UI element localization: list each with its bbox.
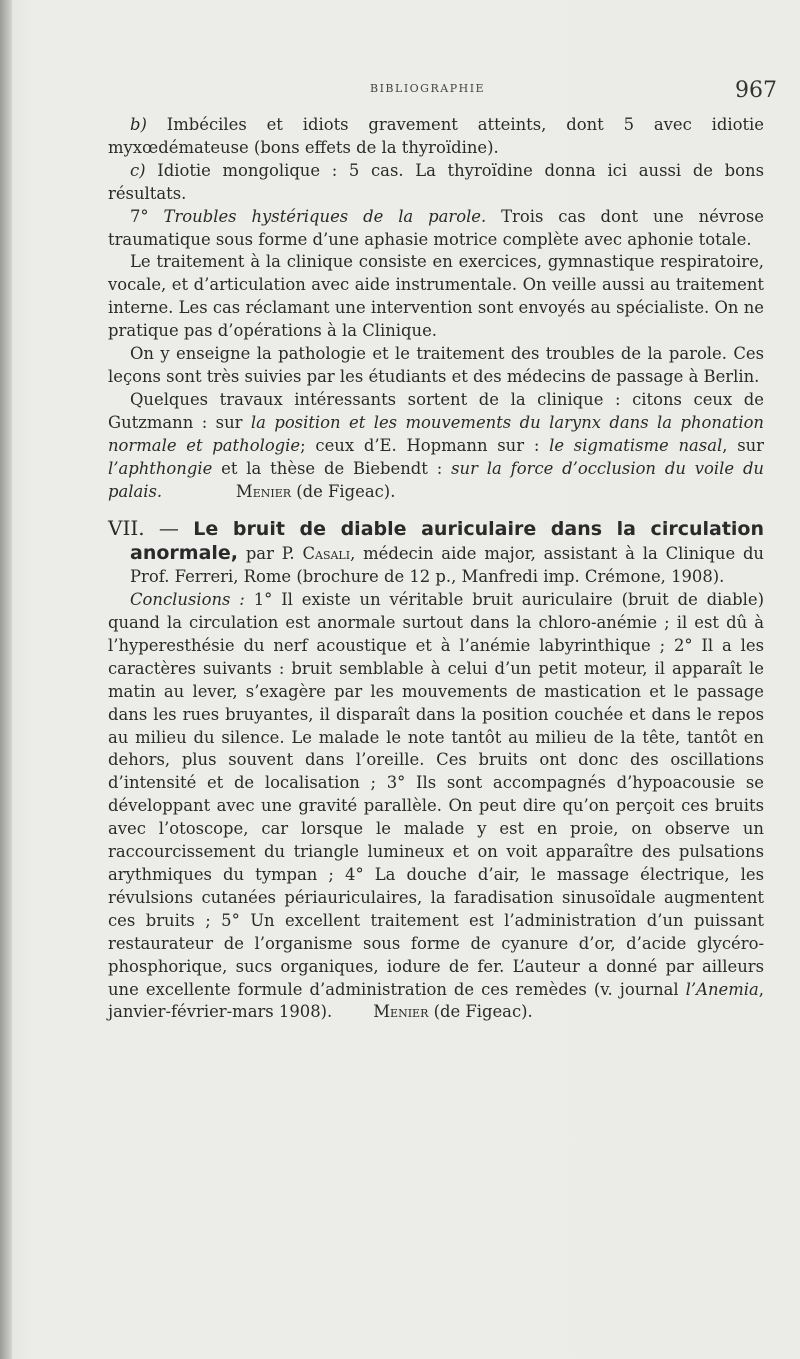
body-text: [108, 114, 764, 1024]
paragraph-conclusions: [108, 589, 764, 1024]
conclusions-text: 1° Il existe un véritable bruit auriculaire (bruit de diable) quand la circulation est anormale surtout dans la chloro-anémie ; il est dû à l’hyperesthésie du nerf acoustique et à l’anémie labyrinthique ; 2° Il a les caractères suivants : bruit semblable à celui d’un petit moteur, il apparaît le matin au lever, s’exagère par les mouvements de mastication et le passage dans les rues bruyantes, il disparaît dans la position couchée et dans le repos au milieu du silence. Le malade le note tantôt au milieu de la tête, tantôt en dehors, plus souvent dans l’oreille. Ces bruits ont donc des oscillations d’intensité et de localisation ; 3° Ils sont accompagnés d’hypoacousie se développant avec une gravité parallèle. On peut dire qu’on perçoit ces bruits avec l’otoscope, car lorsque le malade y est en proie, on observe un raccourcissement du triangle lumineux et on voit apparaître des pulsations arythmiques du tympan ; 4° La douche d’air, le massage électrique, les révulsions cutanées périauriculaires, la faradisation sinusoïdale augmentent ces bruits ; 5° Un excellent traitement est l’administration d’un puissant restaurateur de l’organisme sous forme de cyanure d’or, d’acide glycéro-phosphorique, sucs organiques, iodure de fer. L’auteur a donné par ailleurs une excellente formule d’administration de ces remèdes (v. journal: [108, 590, 764, 999]
paragraph-traitement: Le traitement à la clinique consiste en exercices, gymnastique respiratoire, vocale, et d’articulation avec aide instrumentale. On veille aussi au traitement interne. Les cas réclamant une intervention sont envoyés au spécialiste. On ne pratique pas d’opérations à la Clinique.: [108, 252, 764, 341]
paragraph-enseignement: On y enseigne la pathologie et le traitement des troubles de la parole. Ces leçons sont très suivies par les étudiants et des médecins de passage à Berlin.: [108, 344, 764, 386]
byline-text: par P.: [238, 544, 303, 564]
paragraph-text: Idiotie mongolique : 5 cas. La thyroïdine donna ici aussi de bons résultats.: [108, 160, 764, 203]
signature-name: Menier: [373, 1002, 429, 1022]
conclusions-label: Conclusions :: [130, 590, 245, 610]
signature-place: (de Figeac).: [291, 481, 396, 501]
item-label-c: c): [130, 160, 146, 180]
signature-place: (de Figeac).: [428, 1002, 533, 1022]
item-label-7: 7°: [130, 206, 164, 226]
page-gutter-shadow: [0, 0, 12, 1359]
work-title-aphthongie: l’aphthongie: [108, 458, 213, 478]
signature-name: Menier: [235, 481, 292, 501]
work-title-occlusion: sur la force d’occlusion du voile du palais.: [108, 458, 764, 501]
paragraph-imbeciles: [108, 114, 764, 160]
work-title-sigmatisme: le sigmatisme nasal: [549, 435, 723, 455]
byline-text: , médecin aide major, assistant à la Clinique du Prof. Ferreri, Rome (brochure de 12 p., Manfredi imp. Crémone, 1908).: [130, 544, 764, 587]
journal-title: l’Anemia: [685, 979, 759, 999]
paragraph-idiotie-mongolique: [108, 160, 764, 206]
paragraph-text: Quelques travaux intéressants sortent de la clinique : citons ceux de Gutzmann : sur: [108, 389, 764, 432]
paragraph-troubles-hysteriques: [108, 206, 764, 252]
paragraph-travaux: [108, 389, 764, 504]
paragraph-text: Trois cas dont une névrose traumatique sous forme d’une aphasie motrice complète avec aphonie totale.: [108, 206, 764, 249]
italic-title: Troubles hystériques de la parole.: [163, 206, 487, 226]
paragraph-text: ; ceux d’E. Hopmann sur :: [300, 435, 550, 455]
paragraph-text: , sur: [722, 435, 764, 455]
section-heading-vii: [108, 517, 764, 589]
paragraph-text: Imbéciles et idiots gravement atteints, dont 5 avec idiotie myxœdémateuse (bons effets de la thyroïdine).: [108, 115, 764, 157]
page-header: [0, 78, 800, 108]
paragraph-text: et la thèse de Biebendt :: [212, 458, 452, 478]
running-head: BIBLIOGRAPHIE: [370, 82, 486, 95]
section-number: VII. —: [108, 516, 194, 541]
author-name: Casali: [302, 544, 351, 564]
conclusions-end: , janvier-février-mars 1908).: [108, 979, 764, 1022]
work-title-larynx: la position et les mouvements du larynx dans la phonation normale et pathologie: [108, 412, 764, 455]
section-title: Le bruit de diable auriculaire dans la circulation anormale,: [130, 518, 765, 565]
page-number: 967: [735, 78, 777, 103]
item-label-b: b): [130, 115, 147, 134]
